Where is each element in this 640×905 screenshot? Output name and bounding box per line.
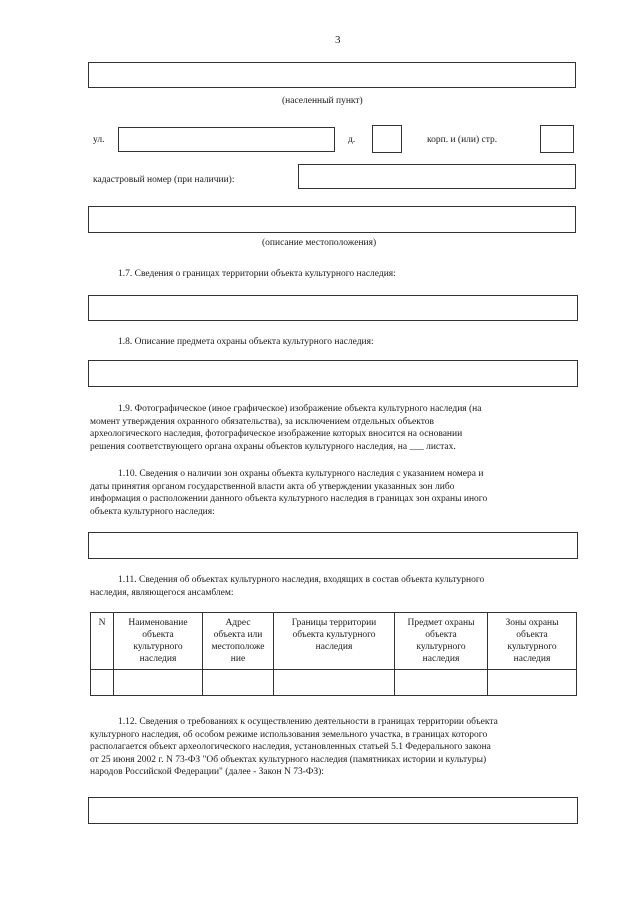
- header-line: наследия: [422, 654, 460, 664]
- house-field[interactable]: [372, 125, 402, 153]
- header-line: объекта: [142, 630, 174, 640]
- section-1-12-text: [90, 716, 578, 779]
- table-row: [91, 670, 577, 696]
- cadastral-field[interactable]: [298, 164, 576, 189]
- header-line: Адрес: [225, 618, 251, 628]
- header-line: местоположе: [211, 642, 265, 652]
- column-header-name: [114, 613, 203, 670]
- territory-boundaries-field[interactable]: [88, 295, 578, 321]
- table-cell[interactable]: [203, 670, 274, 696]
- column-header-protection-zones: [488, 613, 577, 670]
- header-line: культурного: [507, 642, 557, 652]
- page-number: 3: [335, 34, 341, 46]
- section-1-11-text: [90, 574, 578, 599]
- location-field[interactable]: [88, 206, 576, 233]
- building-field[interactable]: [540, 125, 574, 153]
- header-line: объекта: [425, 630, 457, 640]
- section-1-12-line: народов Российской Федерации" (далее - Закон N 73-ФЗ):: [90, 767, 324, 777]
- street-label: ул.: [93, 135, 105, 145]
- street-field[interactable]: [118, 127, 335, 152]
- section-1-10-text: [90, 468, 578, 518]
- header-line: культурного: [133, 642, 183, 652]
- header-line: наследия: [139, 654, 177, 664]
- header-line: N: [98, 618, 106, 628]
- column-header-address: [203, 613, 274, 670]
- cadastral-label: кадастровый номер (при наличии):: [93, 175, 235, 185]
- column-header-protection-subject: [395, 613, 488, 670]
- header-line: ние: [230, 654, 246, 664]
- table-cell[interactable]: [114, 670, 203, 696]
- table-cell[interactable]: [488, 670, 577, 696]
- house-label: д.: [348, 135, 356, 145]
- section-1-10-line: даты принятия органом государственной власти акта об утверждении указанных зон либо: [90, 481, 455, 492]
- section-1-11-line: 1.11. Сведения об объектах культурного наследия, входящих в состав объекта культурного: [118, 575, 485, 585]
- section-1-10-line: объекта культурного наследия:: [90, 506, 215, 517]
- section-1-9-line: 1.9. Фотографическое (иное графическое) изображение объекта культурного наследия (на: [118, 404, 482, 414]
- header-line: культурного: [416, 642, 466, 652]
- section-1-11-line: наследия, являющегося ансамблем:: [90, 587, 234, 598]
- section-1-12-line: от 25 июня 2002 г. N 73-ФЗ "Об объектах культурного наследия (памятниках истории и культуры): [90, 754, 487, 765]
- settlement-field[interactable]: [88, 62, 576, 88]
- section-1-9-line: решения соответствующего органа охраны объектов культурного наследия, на ___ листах.: [90, 441, 456, 452]
- header-line: наследия: [513, 654, 551, 664]
- table-cell[interactable]: [395, 670, 488, 696]
- section-1-10-line: информация о расположении данного объекта культурного наследия в границах зон охраны иного: [90, 494, 488, 504]
- header-line: наследия: [315, 642, 353, 652]
- section-1-9-line: археологического наследия, фотографическое изображение которых вносится на основании: [90, 429, 463, 439]
- activity-requirements-field[interactable]: [88, 797, 578, 824]
- column-header-number: [91, 613, 114, 670]
- table-cell[interactable]: [274, 670, 395, 696]
- ensemble-objects-table: [90, 612, 577, 696]
- protection-zones-field[interactable]: [88, 532, 578, 559]
- header-line: объекта: [516, 630, 548, 640]
- table-cell[interactable]: [91, 670, 114, 696]
- header-line: Предмет охраны: [407, 618, 475, 628]
- section-1-12-line: 1.12. Сведения о требованиях к осуществлению деятельности в границах территории объекта: [118, 717, 498, 727]
- section-1-9-line: момент утверждения охранного обязательства), за исключением отдельных объектов: [90, 416, 435, 427]
- location-caption: (описание местоположения): [262, 238, 377, 248]
- protection-subject-field[interactable]: [88, 360, 578, 387]
- building-label: корп. и (или) стр.: [427, 135, 498, 145]
- header-line: Наименование: [128, 618, 188, 628]
- header-line: Границы территории: [291, 618, 377, 628]
- header-line: объекта культурного: [292, 630, 376, 640]
- section-1-12-line: культурного наследия, об особом режиме использования земельного участка, в границах которого: [90, 729, 488, 740]
- section-1-10-line: 1.10. Сведения о наличии зон охраны объекта культурного наследия с указанием номера и: [118, 469, 484, 479]
- section-1-7-text: 1.7. Сведения о границах территории объекта культурного наследия:: [118, 269, 396, 279]
- section-1-8-text: 1.8. Описание предмета охраны объекта культурного наследия:: [118, 337, 374, 347]
- header-line: объекта или: [213, 630, 263, 640]
- column-header-boundaries: [274, 613, 395, 670]
- section-1-9-text: [90, 403, 578, 453]
- section-1-12-line: располагается объект археологического наследия, установленных статьей 5.1 Федерального закона: [90, 742, 491, 752]
- header-line: Зоны охраны: [505, 618, 559, 628]
- settlement-caption: (населенный пункт): [282, 96, 363, 106]
